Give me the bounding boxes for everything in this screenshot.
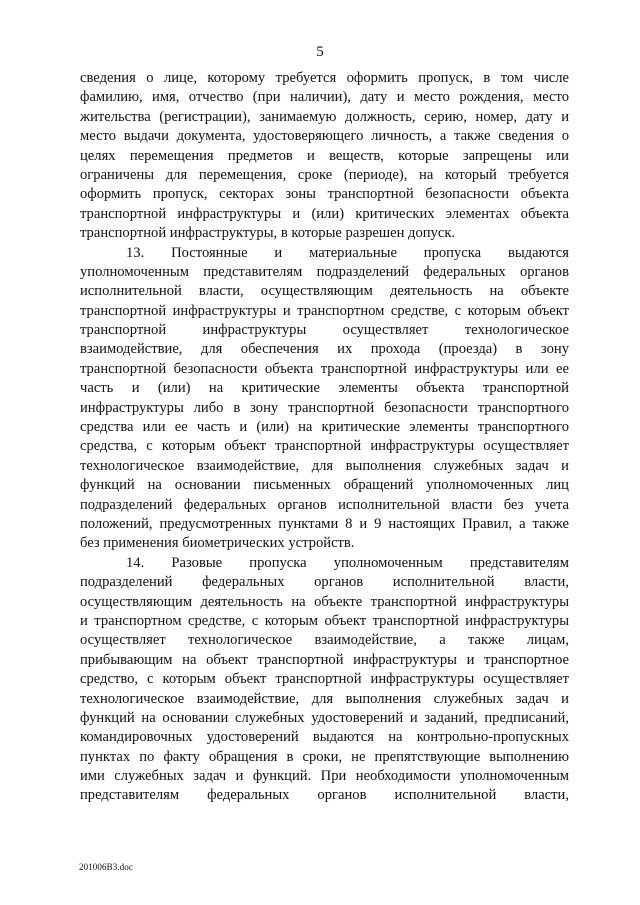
page-number: 5 xyxy=(316,44,324,60)
text-line: исполнительной власти, осуществляющим деятельность на объекте xyxy=(80,283,569,300)
text-line: сведения о лице, которому требуется оформить пропуск, в том числе xyxy=(80,70,569,86)
paragraph xyxy=(80,554,569,806)
text-line: функций на основании письменных обращений уполномоченных лиц xyxy=(80,477,569,494)
text-line: часть и (или) на критические элементы объекта транспортной xyxy=(80,380,569,397)
text-line: подразделений федеральных органов исполнительной власти, xyxy=(80,574,569,591)
text-line: и транспортном средстве, с которым объект транспортной инфраструктуры xyxy=(80,612,569,629)
text-line: 13. Постоянные и материальные пропуска выдаются xyxy=(126,244,569,261)
text-line: прибывающим на объект транспортной инфраструктуры и транспортное xyxy=(80,651,569,668)
text-line: транспортной инфраструктуры и (или) критических элементах объекта xyxy=(80,205,569,222)
text-line: положений, предусмотренных пунктами 8 и 9 настоящих Правил, а также xyxy=(80,515,569,532)
text-line: ограничены для перемещения, сроке (периоде), на который требуется xyxy=(80,166,569,183)
text-line: осуществляет технологическое взаимодействие, а также лицам, xyxy=(80,632,569,649)
text-line: транспортной инфраструктуры, в которые разрешен допуск. xyxy=(80,225,456,242)
text-line: командировочных удостоверений выдаются на контрольно-пропускных xyxy=(80,729,569,746)
text-line: подразделений федеральных органов исполнительной власти без учета xyxy=(80,496,569,513)
text-line: жительства (регистрации), занимаемую должность, серию, номер, дату и xyxy=(80,108,569,125)
text-line: место выдачи документа, удостоверяющего личность, а также сведения о xyxy=(80,128,569,145)
paragraph xyxy=(80,69,569,244)
text-line: фамилию, имя, отчество (при наличии), дату и место рождения, место xyxy=(80,89,569,106)
text-line: целях перемещения предметов и веществ, которые запрещены или xyxy=(80,147,569,164)
text-line: без применения биометрических устройств. xyxy=(80,535,355,552)
text-line: функций на основании служебных удостоверений и заданий, предписаний, xyxy=(80,709,569,726)
text-line: пунктах по факту обращения в сроки, не препятствующие выполнению xyxy=(80,748,569,765)
text-line: осуществляющим деятельность на объекте транспортной инфраструктуры xyxy=(80,593,569,610)
file-name-footer: 201006B3.doc xyxy=(79,862,133,872)
text-line: 14. Разовые пропуска уполномоченным представителям xyxy=(126,554,569,571)
text-line: транспортной инфраструктуры и транспортном средстве, с которым объект xyxy=(80,302,569,319)
text-line: взаимодействие, для обеспечения их прохода (проезда) в зону xyxy=(80,341,569,358)
text-line: средства, с которым объект транспортной инфраструктуры осуществляет xyxy=(80,438,569,455)
text-line: представителям федеральных органов исполнительной власти, xyxy=(80,787,569,804)
text-line: технологическое взаимодействие, для выполнения служебных задач и xyxy=(80,457,569,474)
text-line: технологическое взаимодействие, для выполнения служебных задач и xyxy=(80,690,569,707)
paragraph xyxy=(80,244,569,554)
text-line: ими служебных задач и функций. При необходимости уполномоченным xyxy=(80,768,569,785)
text-line: инфраструктуры либо в зону транспортной безопасности транспортного xyxy=(80,399,569,416)
text-line: средства или ее часть и (или) на критические элементы транспортного xyxy=(80,419,569,436)
text-line: средство, с которым объект транспортной инфраструктуры осуществляет xyxy=(80,671,569,688)
document-body xyxy=(80,69,569,806)
text-line: транспортной безопасности объекта транспортной инфраструктуры или ее xyxy=(80,360,569,377)
text-line: транспортной инфраструктуры осуществляет технологическое xyxy=(80,322,569,339)
text-line: уполномоченным представителям подразделений федеральных органов xyxy=(80,263,569,280)
text-line: оформить пропуск, секторах зоны транспортной безопасности объекта xyxy=(80,186,569,203)
